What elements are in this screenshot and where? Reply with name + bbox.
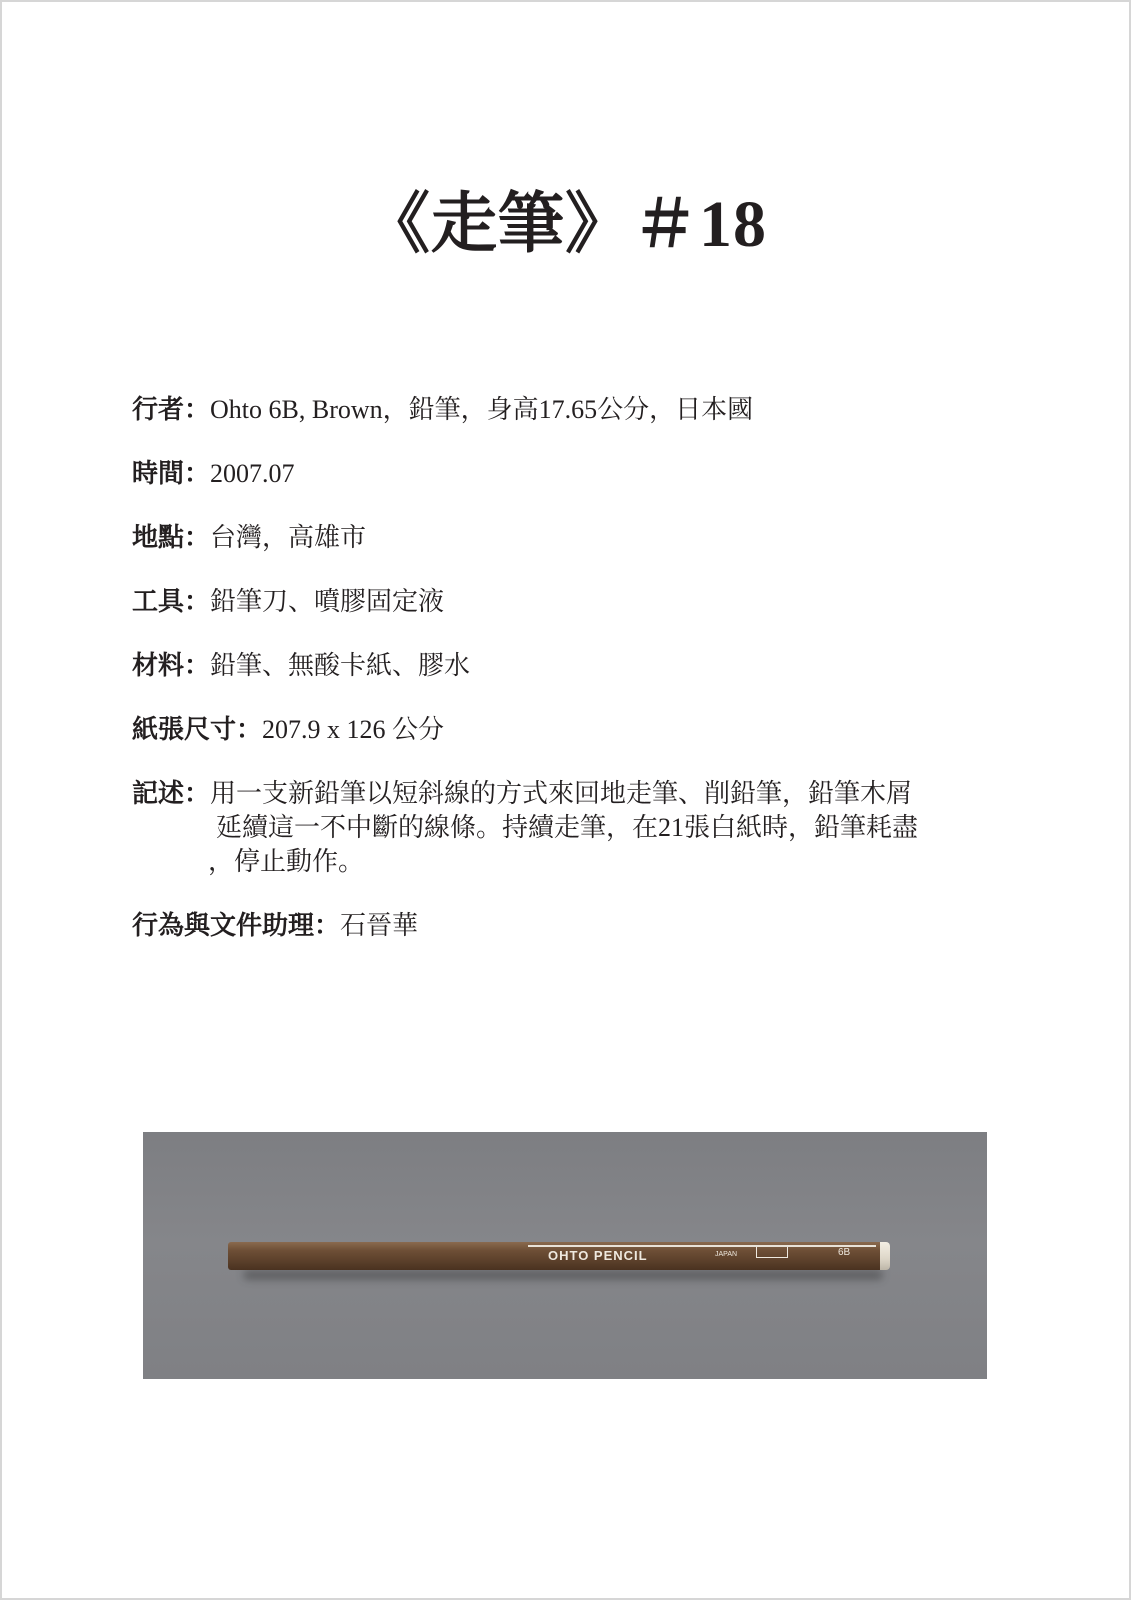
tools-value: 鉛筆刀、噴膠固定液 bbox=[210, 587, 445, 616]
paper-size-value: 207.9 x 126 公分 bbox=[262, 715, 445, 744]
pencil-box-mark bbox=[756, 1247, 788, 1258]
pencil-shadow bbox=[243, 1270, 883, 1280]
page-title: 《走筆》＃18 bbox=[364, 188, 767, 261]
paper-size-row bbox=[132, 713, 1002, 747]
performer-label: 行者： bbox=[132, 395, 211, 424]
pencil-country-text: JAPAN bbox=[715, 1251, 738, 1258]
pencil-end-cap bbox=[880, 1242, 890, 1270]
location-label: 地點： bbox=[132, 523, 211, 552]
pencil-photo bbox=[143, 1132, 987, 1379]
materials-value: 鉛筆、無酸卡紙、膠水 bbox=[210, 651, 471, 680]
pencil-grade-text: 6B bbox=[838, 1247, 851, 1258]
assistant-row bbox=[132, 909, 1002, 943]
location-row bbox=[132, 521, 1002, 555]
performer-row bbox=[132, 393, 1002, 427]
materials-row bbox=[132, 649, 1002, 683]
description-row bbox=[132, 777, 1002, 879]
tools-row bbox=[132, 585, 1002, 619]
performer-value: Ohto 6B, Brown，鉛筆，身高17.65公分，日本國 bbox=[210, 395, 754, 424]
assistant-value: 石晉華 bbox=[340, 911, 419, 940]
tools-label: 工具： bbox=[132, 587, 211, 616]
description-label: 記述： bbox=[132, 779, 211, 808]
artwork-details bbox=[132, 393, 1002, 973]
pencil bbox=[228, 1242, 893, 1270]
description-line-1 bbox=[132, 777, 1002, 811]
pencil-brand-text: OHTO PENCIL bbox=[548, 1248, 648, 1263]
location-value: 台灣，高雄市 bbox=[210, 523, 367, 552]
materials-label: 材料： bbox=[132, 651, 211, 680]
date-label: 時間： bbox=[132, 459, 211, 488]
description-text-2: 延續這一不中斷的線條。持續走筆，在21張白紙時，鉛筆耗盡 bbox=[216, 813, 919, 842]
date-value: 2007.07 bbox=[210, 459, 295, 488]
date-row bbox=[132, 457, 1002, 491]
pencil-stripe bbox=[528, 1245, 876, 1247]
description-text-1: 用一支新鉛筆以短斜線的方式來回地走筆、削鉛筆，鉛筆木屑 bbox=[210, 779, 913, 808]
description-text-3: ，停止動作。 bbox=[208, 847, 365, 876]
assistant-label: 行為與文件助理： bbox=[132, 911, 341, 940]
paper-size-label: 紙張尺寸： bbox=[132, 715, 263, 744]
